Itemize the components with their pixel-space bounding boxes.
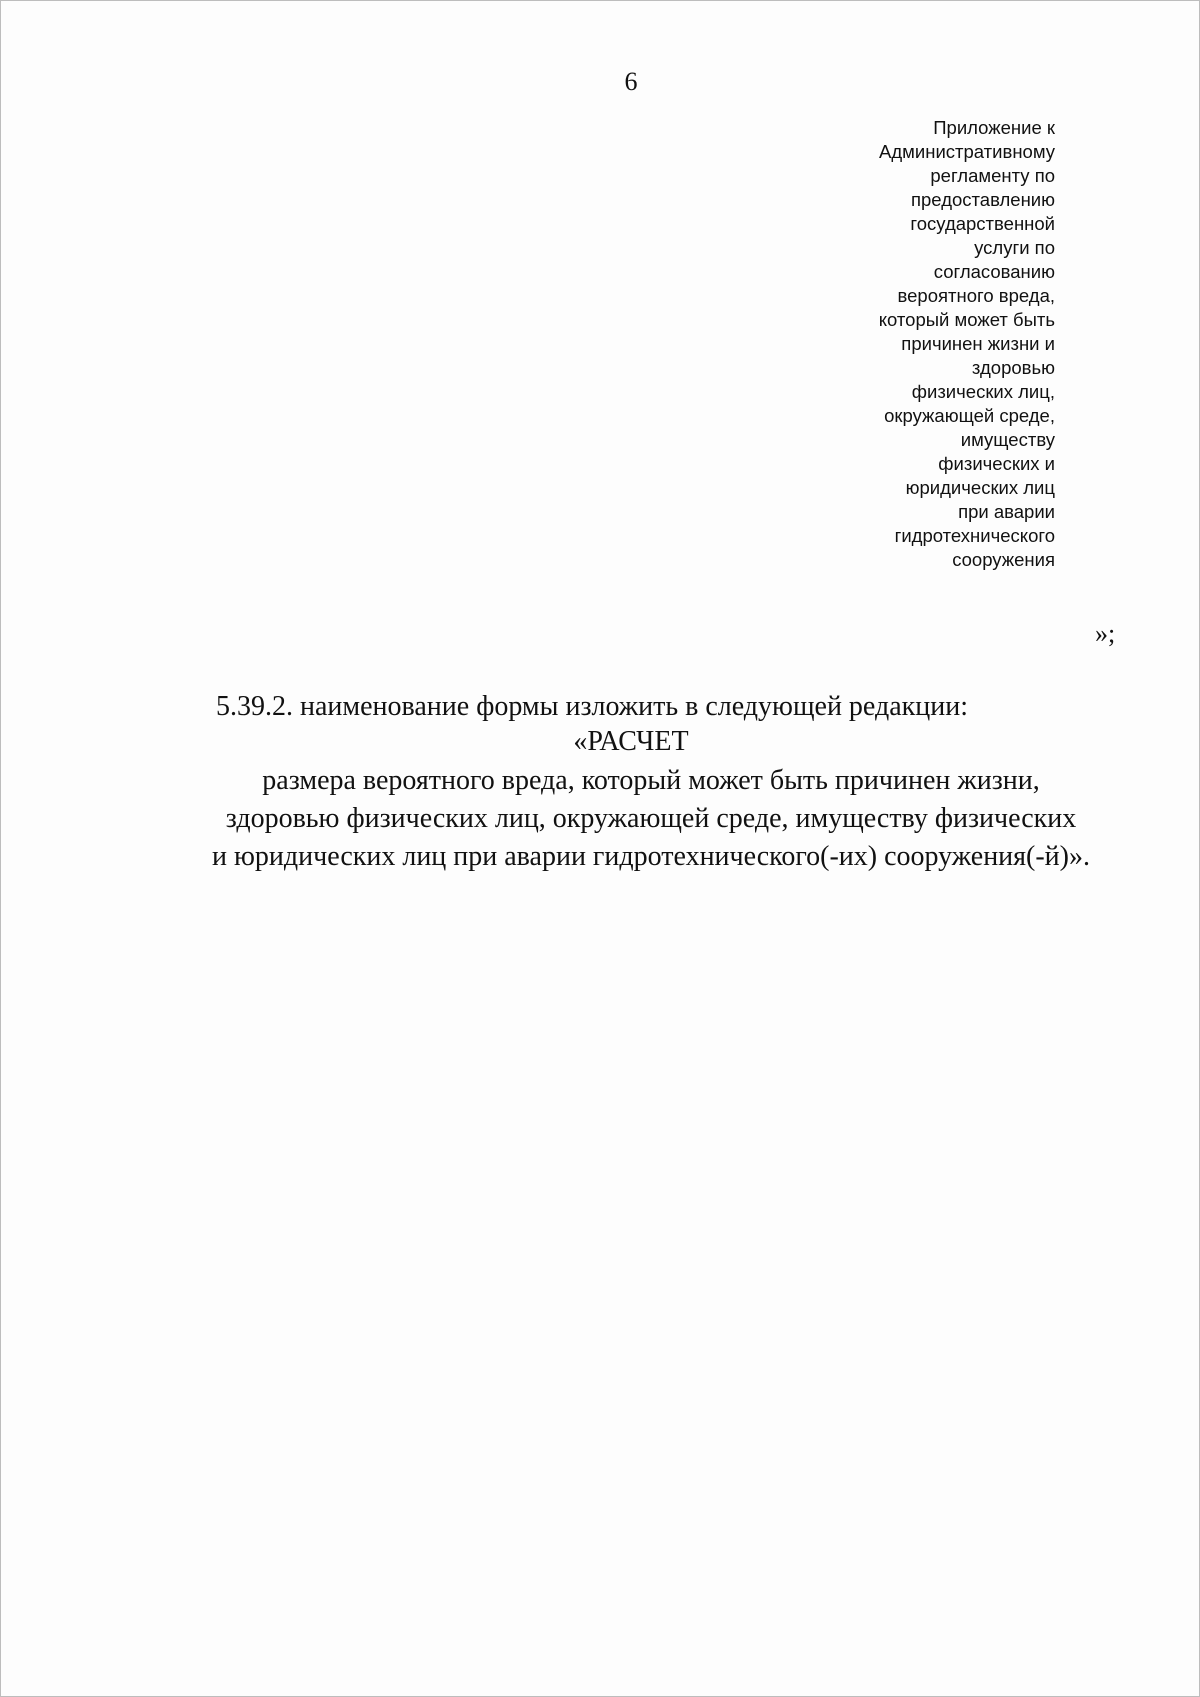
appendix-line: здоровью: [971, 357, 1055, 378]
appendix-line: окружающей среде,: [884, 405, 1055, 426]
appendix-line: гидротехнического: [894, 525, 1055, 546]
paragraph-heading: 5.39.2. наименование формы изложить в следующей редакции:: [216, 691, 968, 722]
appendix-line: физических лиц,: [911, 381, 1055, 402]
appendix-line: вероятного вреда,: [897, 285, 1055, 306]
form-description-line: здоровью физических лиц, окружающей среде, имуществу физических: [225, 803, 1077, 834]
closing-quote: »;: [1095, 619, 1116, 648]
appendix-line: предоставлению: [911, 189, 1055, 210]
appendix-line: Приложение к: [933, 117, 1055, 138]
form-description: [151, 762, 1151, 876]
appendix-line: сооружения: [952, 549, 1055, 570]
appendix-caption: [821, 116, 1055, 572]
appendix-line: юридических лиц: [905, 477, 1055, 498]
form-description-line: и юридических лиц при аварии гидротехнического(-их) сооружения(-й)».: [212, 841, 1090, 872]
appendix-line: услуги по: [974, 237, 1055, 258]
appendix-line: при аварии: [958, 501, 1055, 522]
appendix-line: имуществу: [960, 429, 1055, 450]
page-number: 6: [624, 67, 638, 96]
appendix-line: государственной: [910, 213, 1055, 234]
appendix-line: причинен жизни и: [901, 333, 1055, 354]
appendix-line: физических и: [938, 453, 1055, 474]
appendix-line: Административному: [879, 141, 1055, 162]
appendix-line: согласованию: [933, 261, 1055, 282]
appendix-line: который может быть: [878, 309, 1055, 330]
form-title: «РАСЧЕТ: [573, 726, 689, 757]
appendix-line: регламенту по: [930, 165, 1055, 186]
form-description-line: размера вероятного вреда, который может быть причинен жизни,: [262, 765, 1040, 796]
